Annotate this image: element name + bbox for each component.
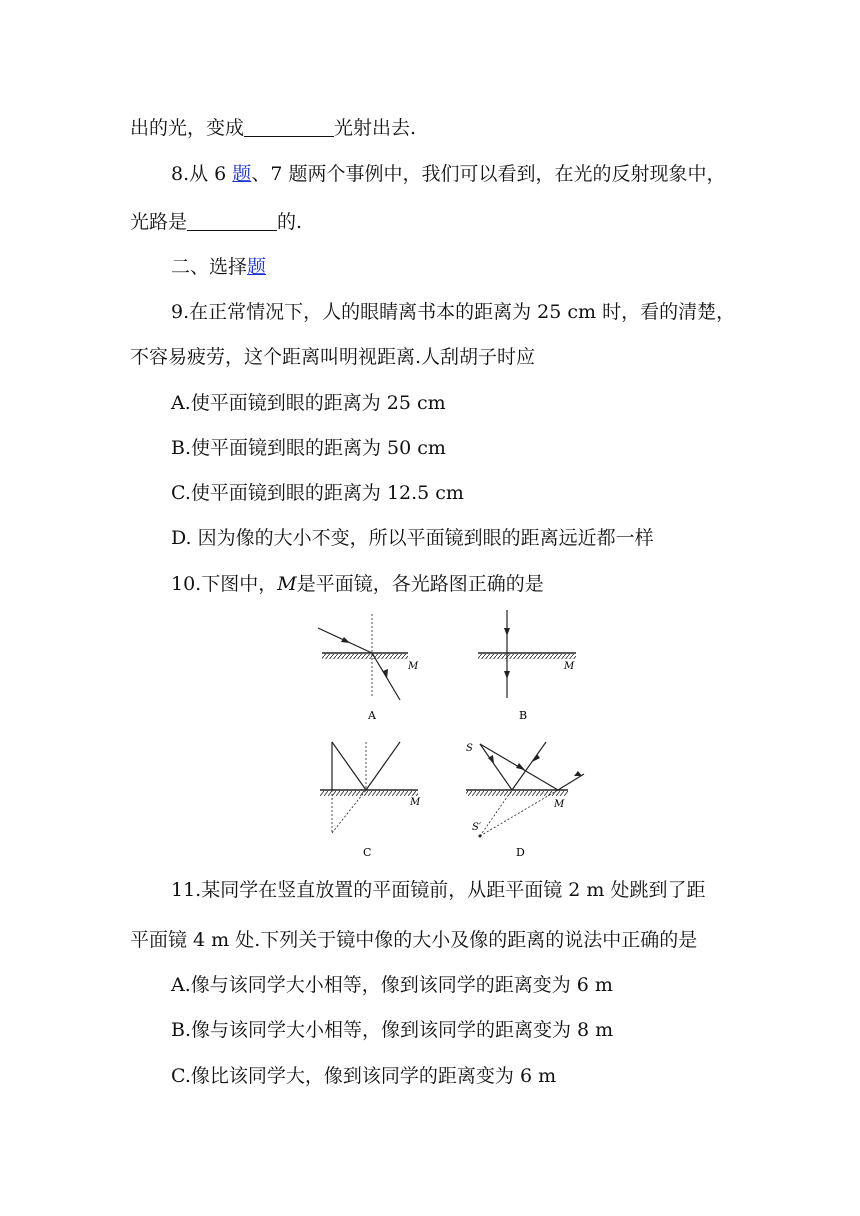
q7-answer-blank [244,118,334,137]
extension-c [332,790,366,833]
label-m-b: M [564,661,575,672]
mirror-c-hatch [320,791,418,796]
q11-option-b: B.像与该同学大小相等，像到该同学的距离变为 8 m [171,1019,614,1041]
extension-d-2 [480,790,558,836]
image-point-d [479,835,482,838]
panel-a [318,614,419,722]
q9-option-c: C.使平面镜到眼的距离为 12.5 cm [171,482,464,504]
q10-text-end: 是平面镜，各光路图正确的是 [296,573,544,595]
q10-stem [171,572,544,596]
q8-link[interactable]: 题 [232,163,252,185]
arrow-d-4 [574,771,582,776]
arrow-a-1 [341,637,350,643]
q10-mirror-symbol: M [277,573,297,595]
ray-c-in [332,742,366,790]
panel-d [466,742,584,859]
q8-answer-blank [187,212,277,231]
mirror-b-hatch [478,654,576,659]
q8-text-2: 、7 题两个事例中，我们可以看到，在光的反射现象中， [251,163,726,185]
section-heading-link[interactable]: 题 [247,256,267,278]
q8-text: 8.从 6 [171,163,233,185]
q7-text-before: 出的光，变成 [130,117,245,139]
ray-d-2-out [558,774,584,790]
q11-stem-line2: 平面镜 4 m 处.下列关于镜中像的大小及像的距离的说法中正确的是 [130,929,698,951]
label-c: C [363,846,372,859]
label-a: A [368,709,376,722]
q8-line1 [171,162,725,186]
label-d: D [516,846,525,859]
q9-option-a: A.使平面镜到眼的距离为 25 cm [171,392,446,414]
arrow-b-1 [504,628,510,636]
q11-option-c: C.像比该同学大，像到该同学的距离变为 6 m [171,1065,557,1087]
q7-tail [130,116,416,140]
section-heading-text: 二、选择 [171,256,248,278]
ray-c-out [366,742,400,790]
q7-text-after: 光射出去. [334,117,417,139]
label-m-d: M [554,799,565,810]
section-heading [171,255,266,279]
q9-option-d: D. 因为像的大小不变，所以平面镜到眼的距离远近都一样 [171,527,654,549]
label-b: B [519,709,528,722]
q8-line2-end: 的. [277,211,303,233]
arrow-d-3 [516,763,525,770]
label-m-a: M [408,661,419,672]
mirror-a-hatch [322,654,408,659]
extension-d-1 [480,790,512,836]
q9-stem-line1: 9.在正常情况下，人的眼睛离书本的距离为 25 cm 时，看的清楚， [171,301,736,323]
panel-c [320,742,421,859]
panel-b [478,610,576,722]
q8-line2 [130,210,302,234]
arrow-b-2 [504,671,510,679]
q11-stem-line1: 11.某同学在竖直放置的平面镜前，从距平面镜 2 m 处跳到了距 [171,879,706,901]
q8-line2-text: 光路是 [130,211,188,233]
q11-option-a: A.像与该同学大小相等，像到该同学的距离变为 6 m [171,974,613,996]
label-m-c: M [410,797,421,808]
ray-d-1-in [480,744,512,790]
label-s: S [466,743,473,754]
q9-stem-line2: 不容易疲劳，这个距离叫明视距离.人刮胡子时应 [130,346,536,368]
q10-text: 10.下图中， [171,573,278,595]
q9-option-b: B.使平面镜到眼的距离为 50 cm [171,437,446,459]
label-s-prime: S′ [472,822,482,833]
optics-figure [300,606,600,866]
